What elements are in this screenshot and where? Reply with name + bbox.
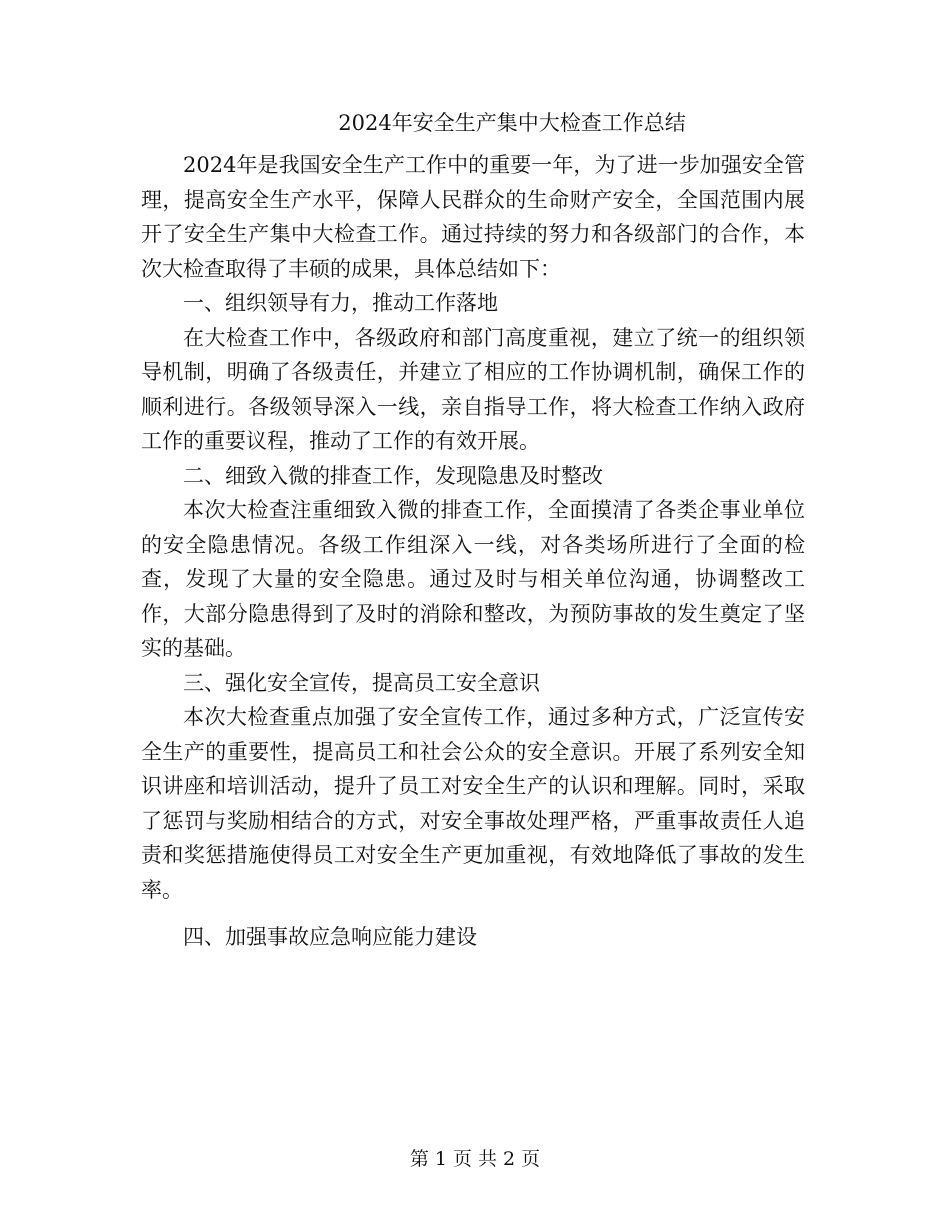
section-1-heading: 一、组织领导有力，推动工作落地	[183, 291, 498, 315]
section-2-body: 本次大检查注重细致入微的排查工作，全面摸清了各类企事业单位的安全隐患情况。各级工作组深入一线，对各类场所进行了全面的检查，发现了大量的安全隐患。通过及时与相关单位沟通，协调整改工作，大部分隐患得到了及时的消除和整改，为预防事故的发生奠定了坚实的基础。	[141, 498, 805, 660]
section-2-heading: 二、细致入微的排查工作，发现隐患及时整改	[183, 463, 603, 488]
page-number-footer: 第 1 页 共 2 页	[409, 1148, 541, 1170]
document-body	[141, 148, 805, 955]
intro-paragraph: 2024年是我国安全生产工作中的重要一年，为了进一步加强安全管理，提高安全生产水平，保障人民群众的生命财产安全，全国范围内展开了安全生产集中大检查工作。通过持续的努力和各级部门的合作，本次大检查取得了丰硕的成果，具体总结如下：	[141, 153, 805, 281]
section-4-heading: 四、加强事故应急响应能力建设	[183, 925, 477, 949]
document-title: 2024年安全生产集中大检查工作总结	[338, 111, 686, 135]
section-3-body: 本次大检查重点加强了安全宣传工作，通过多种方式，广泛宣传安全生产的重要性，提高员工和社会公众的安全意识。开展了系列安全知识讲座和培训活动，提升了员工对安全生产的认识和理解。同时，采取了惩罚与奖励相结合的方式，对安全事故处理严格，严重事故责任人追责和奖惩措施使得员工对安全生产更加重视，有效地降低了事故的发生率。	[141, 705, 805, 902]
section-3-heading: 三、强化安全宣传，提高员工安全意识	[183, 670, 540, 695]
section-1-body: 在大检查工作中，各级政府和部门高度重视，建立了统一的组织领导机制，明确了各级责任，并建立了相应的工作协调机制，确保工作的顺利进行。各级领导深入一线，亲自指导工作，将大检查工作纳入政府工作的重要议程，推动了工作的有效开展。	[141, 325, 805, 453]
